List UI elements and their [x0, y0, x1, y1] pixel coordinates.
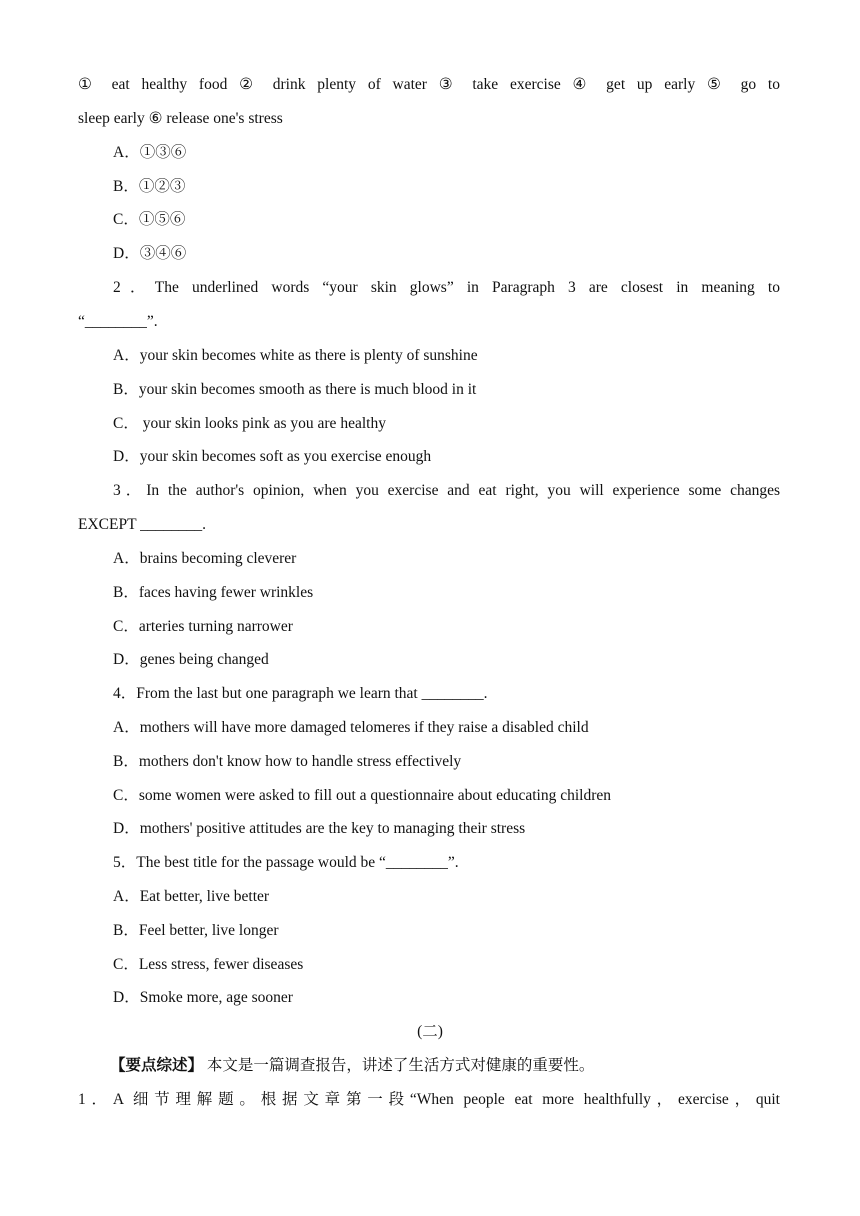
q5-option-c: C．Less stress, fewer diseases	[113, 956, 304, 973]
question-4: 4．From the last but one paragraph we learn that ________.	[113, 685, 488, 702]
q2-option-b: B．your skin becomes smooth as there is much blood in it	[113, 381, 477, 398]
q5-option-d: D．Smoke more, age sooner	[113, 989, 293, 1006]
q1-option-b: B．①②③	[113, 178, 186, 195]
q3-option-d: D．genes being changed	[113, 651, 269, 668]
q4-option-a: A．mothers will have more damaged telomeres if they raise a disabled child	[113, 719, 589, 736]
q3-option-c: C．arteries turning narrower	[113, 618, 293, 635]
summary-label: 【要点综述】	[110, 1057, 204, 1074]
q1-option-a: A．①③⑥	[113, 144, 187, 161]
options-list-line-2: sleep early ⑥ release one's stress	[78, 110, 283, 127]
q4-option-b: B．mothers don't know how to handle stress effectively	[113, 753, 462, 770]
question-2: 2．The underlined words “your skin glows” in Paragraph 3 are closest in meaning to	[113, 279, 780, 296]
options-list-line-1: ① eat healthy food ② drink plenty of water ③ take exercise ④ get up early ⑤ go to	[78, 76, 780, 93]
answer-1-explanation: 1．A 细节理解题。根据文章第一段“When people eat more healthfully，exercise，quit	[78, 1091, 780, 1108]
question-3-continued: EXCEPT ________.	[78, 516, 207, 533]
summary-text: 本文是一篇调查报告，讲述了生活方式对健康的重要性。	[203, 1057, 595, 1074]
q1-option-c: C．①⑤⑥	[113, 211, 186, 228]
q4-option-c: C．some women were asked to fill out a questionnaire about educating children	[113, 787, 612, 804]
q5-option-b: B．Feel better, live longer	[113, 922, 279, 939]
q2-option-d: D．your skin becomes soft as you exercise enough	[113, 448, 432, 465]
q3-option-a: A．brains becoming cleverer	[113, 550, 297, 567]
question-5: 5．The best title for the passage would be “________”.	[113, 854, 459, 871]
summary-line	[110, 1056, 594, 1076]
q4-option-d: D．mothers' positive attitudes are the key to managing their stress	[113, 820, 526, 837]
question-3: 3．In the author's opinion, when you exercise and eat right, you will experience some changes	[113, 482, 780, 499]
q1-option-d: D．③④⑥	[113, 245, 187, 262]
q2-option-a: A．your skin becomes white as there is plenty of sunshine	[113, 347, 478, 364]
q2-option-c: C． your skin looks pink as you are healthy	[113, 415, 386, 432]
q5-option-a: A．Eat better, live better	[113, 888, 270, 905]
question-2-continued: “________”.	[78, 313, 158, 330]
section-heading: (二)	[417, 1023, 443, 1040]
q3-option-b: B．faces having fewer wrinkles	[113, 584, 314, 601]
